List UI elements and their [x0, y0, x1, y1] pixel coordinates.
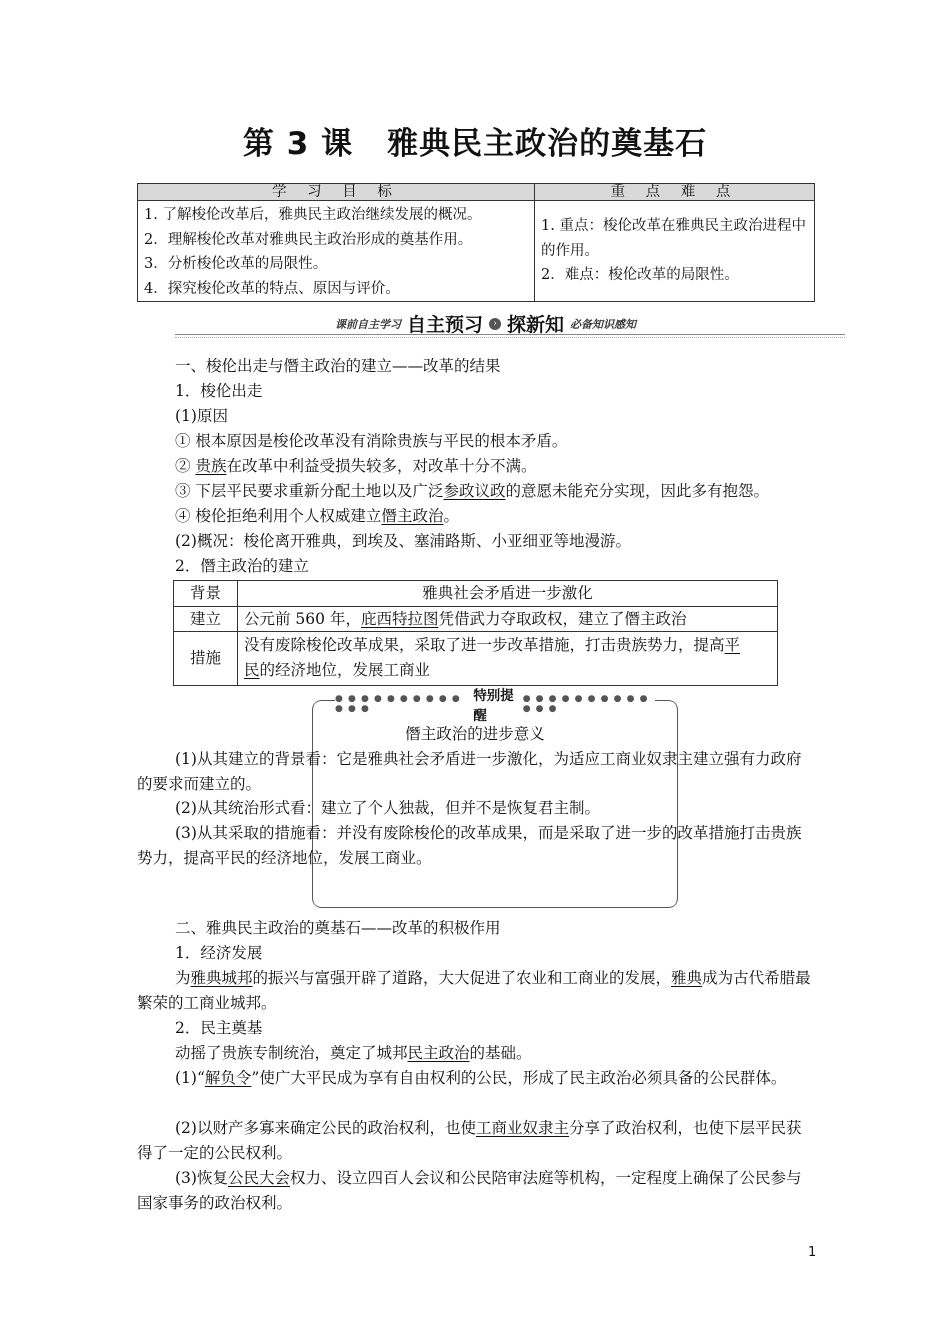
reason-2: ② 贵族在改革中利益受损失较多，对改革十分不满。	[175, 457, 537, 475]
goals-table	[137, 183, 815, 302]
tip-label: ● ● ● ● ● ● ● ● ● ● ● ● ● 特别提醒 ● ● ● ● ● ● ● ● ● ● ● ● ●	[335, 694, 655, 714]
table-value: 公元前 560 年，庇西特拉图凭借武力夺取政权，建立了僭主政治	[238, 606, 778, 632]
banner-right-label: 必备知识感知	[570, 317, 637, 331]
banner-main2: 探新知	[507, 314, 565, 336]
goal-item: 2．理解梭伦改革对雅典民主政治形成的奠基作用。	[144, 231, 473, 248]
section1-sub1: 1．梭伦出走	[175, 382, 263, 400]
section-banner	[175, 310, 845, 338]
reason-1: ① 根本原因是梭伦改革没有消除贵族与平民的根本矛盾。	[175, 432, 568, 450]
demo-point-2: (2)以财产多寡来确定公民的政治权利，也使工商业奴隶主分享了政治权利，也使下层平民获得了一定的公民权利。	[137, 1119, 802, 1162]
section2-sub2: 2．民主奠基	[175, 1019, 263, 1037]
demo-point-3: (3)恢复公民大会权力、设立四百人会议和公民陪审法庭等机构，一定程度上确保了公民参与国家事务的政治权利。	[137, 1169, 802, 1212]
answer-blank: 解负令	[204, 1069, 252, 1087]
difficulty-point: 2．难点：梭伦改革的局限性。	[541, 267, 739, 284]
tip-p2: (2)从其统治形式看：建立了个人独裁，但并不是恢复君主制。	[175, 799, 600, 817]
section1-heading: 一、梭伦出走与僭主政治的建立——改革的结果	[175, 357, 501, 375]
goal-item: 1. 了解梭伦改革后，雅典民主政治继续发展的概况。	[144, 207, 482, 223]
answer-blank: 工商业奴隶主	[475, 1119, 569, 1137]
tip-p1: (1)从其建立的背景看：它是雅典社会矛盾进一步激化，为适应工商业奴隶主建立强有力政府的要求而建立的。	[137, 750, 802, 793]
table-key: 建立	[174, 606, 238, 632]
answer-blank: 雅典	[671, 969, 703, 987]
chevron-right-icon: ›	[489, 318, 501, 330]
answer-blank: 民主政治	[407, 1044, 470, 1062]
tip-label-text: 特别提醒	[473, 688, 514, 724]
answer-blank: 公民大会	[227, 1169, 290, 1187]
key-points-cell	[535, 201, 815, 302]
answer-blank: 参政议政	[443, 482, 506, 500]
lesson-number: 第 3 课	[242, 126, 354, 162]
section1-sub2: 2．僭主政治的建立	[175, 557, 309, 575]
answer-blank: 庇西特拉图	[360, 609, 439, 628]
table-value: 没有废除梭伦改革成果，采取了进一步改革措施，打击贵族势力，提高平 民的经济地位，发展工商业	[238, 632, 778, 686]
table-value: 雅典社会矛盾进一步激化	[238, 581, 778, 607]
section2-sub1: 1．经济发展	[175, 944, 263, 962]
table-key: 措施	[174, 632, 238, 686]
answer-blank: 僭主政治	[381, 507, 444, 525]
reason-3: ③ 下层平民要求重新分配土地以及广泛参政议政的意愿未能充分实现，因此多有抱怨。	[175, 482, 769, 500]
answer-blank: 雅典城邦	[190, 969, 253, 987]
tyranny-table	[173, 580, 778, 686]
tip-p3: (3)从其采取的措施看：并没有废除梭伦的改革成果，而是采取了进一步的改革措施打击贵族势力，提高平民的经济地位，发展工商业。	[137, 824, 802, 867]
goal-item: 4．探究梭伦改革的特点、原因与评价。	[144, 280, 400, 297]
section2-heading: 二、雅典民主政治的奠基石——改革的积极作用	[175, 919, 501, 937]
banner-main1: 自主预习	[407, 314, 484, 336]
goals-cell	[138, 201, 535, 302]
lesson-name: 雅典民主政治的奠基石	[387, 126, 708, 162]
key-points-header: 重 点 难 点	[535, 184, 815, 201]
goals-header: 学 习 目 标	[138, 184, 535, 201]
table-key: 背景	[174, 581, 238, 607]
reason-4: ④ 梭伦拒绝利用个人权威建立僭主政治。	[175, 507, 459, 525]
tip-title: 僭主政治的进步意义	[405, 725, 545, 743]
lesson-title	[0, 118, 950, 163]
goal-item: 3．分析梭伦改革的局限性。	[144, 256, 328, 272]
banner-left-label: 课前自主学习	[335, 317, 401, 331]
econ-paragraph: 为雅典城邦的振兴与富强开辟了道路，大大促进了农业和工商业的发展，雅典成为古代希腊最繁荣的工商业城邦。	[137, 969, 811, 1012]
page-number: 1	[808, 1245, 817, 1260]
answer-blank: 贵族	[195, 457, 227, 475]
demo-paragraph: 动摇了贵族专制统治，奠定了城邦民主政治的基础。	[175, 1044, 532, 1062]
key-point: 1. 重点：梭伦改革在雅典民主政治进程中的作用。	[541, 218, 806, 259]
reason-heading: (1)原因	[175, 407, 228, 425]
demo-point-1: (1)“解负令”使广大平民成为享有自由权利的公民，形成了民主政治必须具备的公民群体。	[175, 1069, 787, 1087]
overview: (2)概况：梭伦离开雅典，到埃及、塞浦路斯、小亚细亚等地漫游。	[175, 532, 631, 550]
